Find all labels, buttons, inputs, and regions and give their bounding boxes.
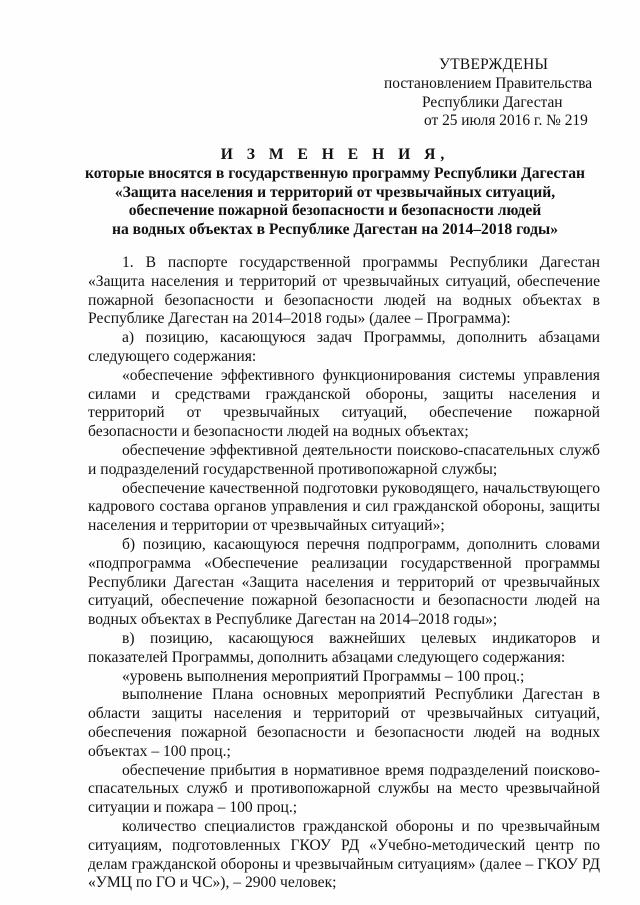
paragraph: обеспечение качественной подготовки руководящего, начальствующего кадрового состава органов управления и сил гражданской обороны, защиты населения и территории от чрезвычайных ситуаций»; bbox=[88, 479, 600, 535]
paragraph: б) позицию, касающуюся перечня подпрограмм, дополнить словами «подпрограмма «Обеспечение реализации государственной программы Республики Дагестан «Защита населения и территорий от чрезвычайных ситуаций, обеспечение пожарной безопасности и безопасности людей на водных объектах в Республике Дагестан на 2014–2018 годы»; bbox=[88, 535, 600, 629]
title-word: И З М Е Н Е Н И Я, bbox=[220, 146, 450, 163]
document-title bbox=[75, 146, 595, 240]
paragraph: обеспечение эффективной деятельности поисково-спасательных служб и подразделений государственной противопожарной службы; bbox=[88, 441, 600, 478]
title-line-1: которые вносятся в государственную программу Республики Дагестан bbox=[84, 164, 586, 182]
paragraph: количество специалистов гражданской обороны и по чрезвычайным ситуациям, подготовленных ГКОУ РД «Учебно-методический центр по делам гражданской обороны и чрезвычайным ситуациям» (далее – ГКОУ РД «УМЦ по ГО и ЧС»), – 2900 человек; bbox=[88, 817, 600, 892]
paragraph: 1. В паспорте государственной программы Республики Дагестан «Защита населения и территорий от чрезвычайных ситуаций, обеспечение пожарной безопасности и безопасности людей на водных объектах в Республике Дагестан на 2014–2018 годы» (далее – Программа): bbox=[88, 254, 600, 328]
paragraph: выполнение Плана основных мероприятий Республики Дагестан в области защиты населения и территорий от чрезвычайных ситуаций, обеспечения пожарной безопасности и безопасности людей на водных объектах – 100 проц.; bbox=[88, 686, 600, 760]
title-line-3: обеспечение пожарной безопасности и безопасности людей bbox=[128, 202, 542, 220]
approval-heading: УТВЕРЖДЕНЫ bbox=[439, 56, 549, 73]
title-line-2: «Защита населения и территорий от чрезвычайных ситуаций, bbox=[114, 183, 556, 201]
approval-line-2: Республики Дагестан bbox=[422, 93, 563, 111]
paragraph: а) позицию, касающуюся задач Программы, дополнить абзацами следующего содержания: bbox=[88, 329, 600, 365]
title-line-4: на водных объектах в Республике Дагестан на 2014–2018 годы» bbox=[111, 221, 559, 239]
approval-line-1: постановлением Правительства bbox=[384, 74, 593, 92]
paragraph: в) позицию, касающуюся важнейших целевых индикаторов и показателей Программы, дополнить абзацами следующего содержания: bbox=[88, 629, 600, 666]
paragraph: «обеспечение эффективного функционирования системы управления силами и средствами гражданской обороны, защиты населения и территорий от чрезвычайных ситуаций, обеспечение пожарной безопасности и безопасности людей на водных объектах; bbox=[88, 366, 600, 441]
approval-block bbox=[384, 56, 624, 131]
paragraph: «уровень выполнения мероприятий Программы – 100 проц.; bbox=[122, 667, 525, 685]
document-body bbox=[88, 254, 600, 893]
paragraph: обеспечение прибытия в нормативное время подразделений поисково-спасательных служб и противопожарной службы на место чрезвычайной ситуации и пожара – 100 проц.; bbox=[88, 761, 600, 817]
approval-line-3: от 25 июля 2016 г. № 219 bbox=[424, 112, 588, 130]
